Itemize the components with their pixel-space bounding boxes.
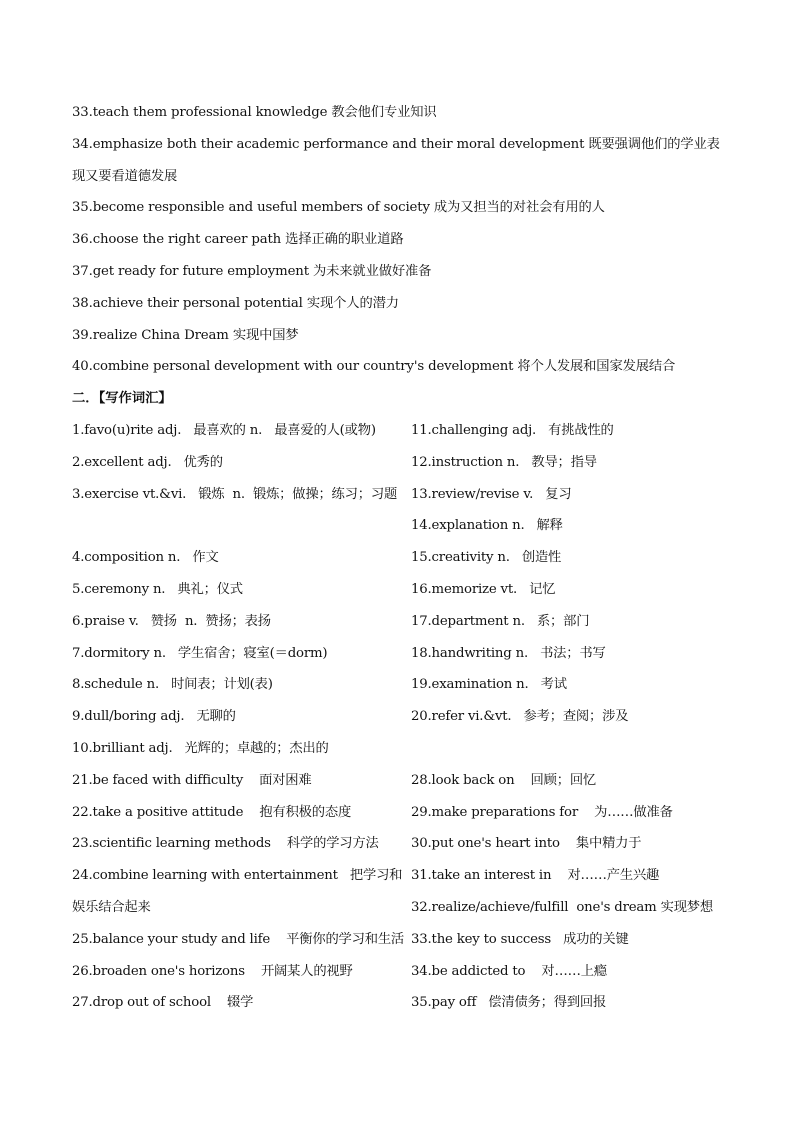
vocab-item: 28.look back on 回顾；回忆 xyxy=(411,772,597,788)
vocab-item: 14.explanation n. 解释 xyxy=(411,518,563,534)
vocab-item: 20.refer vi.&vt. 参考；查阅；涉及 xyxy=(411,709,629,725)
vocab-item: 19.examination n. 考试 xyxy=(411,677,567,693)
vocab-item: 30.put one's heart into 集中精力于 xyxy=(411,836,642,852)
vocab-item: 1.favo(u)rite adj. 最喜欢的 n. 最喜爱的人(或物) xyxy=(72,422,376,438)
vocab-item: 33.the key to success 成功的关键 xyxy=(411,931,629,947)
vocab-item: 34.be addicted to 对……上瘾 xyxy=(411,963,607,979)
phrase-line: 36.choose the right career path 选择正确的职业道路 xyxy=(72,232,404,248)
vocab-item: 2.excellent adj. 优秀的 xyxy=(72,454,223,470)
section-heading: 二．【写作词汇】 xyxy=(72,391,172,407)
document-page xyxy=(72,97,732,1019)
vocab-item: 22.take a positive attitude 抱有积极的态度 xyxy=(72,804,352,820)
vocab-item: 7.dormitory n. 学生宿舍；寝室(＝dorm) xyxy=(72,645,328,661)
vocab-item: 18.handwriting n. 书法；书写 xyxy=(411,645,606,661)
vocab-item: 25.balance your study and life 平衡你的学习和生活 xyxy=(72,931,405,947)
vocab-item: 16.memorize vt. 记忆 xyxy=(411,581,556,597)
vocab-item: 24.combine learning with entertainment 把学习和娱乐结合起来 xyxy=(72,868,403,915)
vocab-item: 9.dull/boring adj. 无聊的 xyxy=(72,709,236,725)
vocab-item: 5.ceremony n. 典礼；仪式 xyxy=(72,581,243,597)
vocab-item: 8.schedule n. 时间表；计划(表) xyxy=(72,677,273,693)
phrase-line: 35.become responsible and useful members of society 成为又担当的对社会有用的人 xyxy=(72,200,605,216)
vocab-item: 6.praise v. 赞扬 n. 赞扬；表扬 xyxy=(72,613,271,629)
vocab-item: 23.scientific learning methods 科学的学习方法 xyxy=(72,836,379,852)
vocab-item: 13.review/revise v. 复习 xyxy=(411,486,572,502)
vocab-item: 10.brilliant adj. 光辉的；卓越的；杰出的 xyxy=(72,740,329,756)
vocab-item: 15.creativity n. 创造性 xyxy=(411,550,562,566)
phrase-line: 40.combine personal development with our country's development 将个人发展和国家发展结合 xyxy=(72,359,676,375)
vocab-item: 11.challenging adj. 有挑战性的 xyxy=(411,422,614,438)
vocab-item: 21.be faced with difficulty 面对困难 xyxy=(72,772,312,788)
phrase-list xyxy=(72,97,732,383)
vocab-item: 29.make preparations for 为……做准备 xyxy=(411,804,673,820)
vocab-item: 35.pay off 偿清债务；得到回报 xyxy=(411,995,607,1011)
vocab-item: 12.instruction n. 教导；指导 xyxy=(411,454,597,470)
vocab-item xyxy=(411,733,732,765)
vocab-item: 17.department n. 系；部门 xyxy=(411,613,590,629)
vocab-item: 27.drop out of school 辍学 xyxy=(72,995,254,1011)
vocab-item: 4.composition n. 作文 xyxy=(72,550,219,566)
vocab-grid xyxy=(72,415,732,1019)
phrase-line: 37.get ready for future employment 为未来就业做好准备 xyxy=(72,263,432,279)
phrase-line: 33.teach them professional knowledge 教会他们专业知识 xyxy=(72,105,437,120)
vocab-item: 31.take an interest in 对……产生兴趣 xyxy=(411,868,660,884)
phrase-line: 39.realize China Dream 实现中国梦 xyxy=(72,327,299,343)
vocab-item: 3.exercise vt.&vi. 锻炼 n. 锻炼；做操；练习；习题 xyxy=(72,486,398,502)
vocab-item: 32.realize/achieve/fulfill one's dream 实现梦想 xyxy=(411,899,713,915)
vocab-item: 26.broaden one's horizons 开阔某人的视野 xyxy=(72,963,353,979)
phrase-line: 38.achieve their personal potential 实现个人的潜力 xyxy=(72,295,399,311)
phrase-line: 34.emphasize both their academic performance and their moral development 既要强调他们的学业表现又要看道德发展 xyxy=(72,136,720,184)
